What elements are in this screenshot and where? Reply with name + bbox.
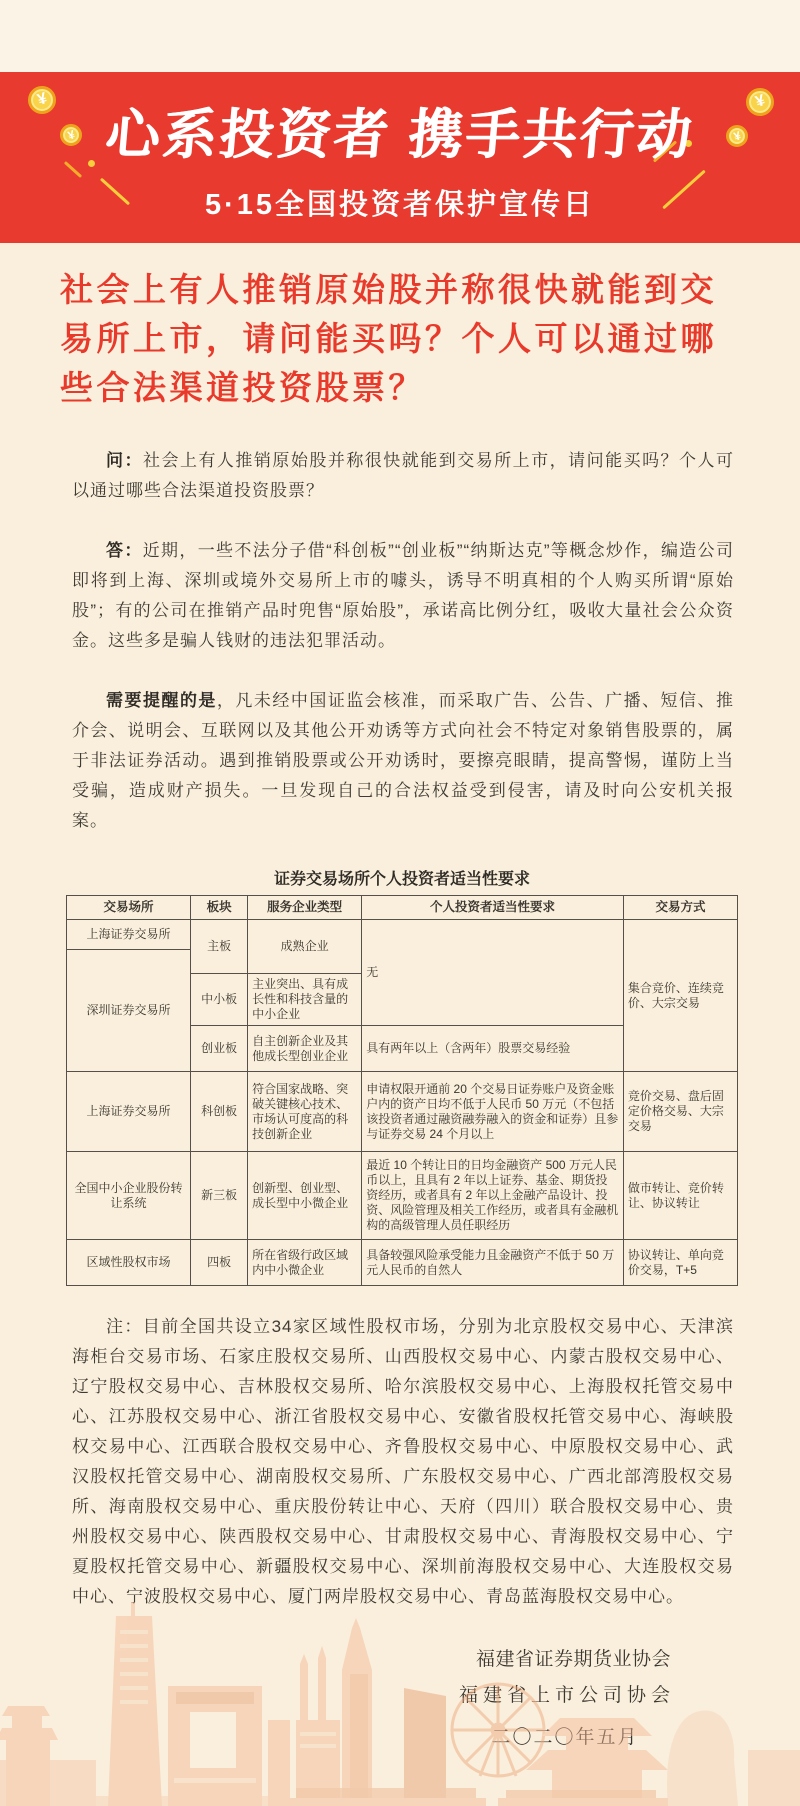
col-header-board: 板块 <box>191 896 248 920</box>
cell-neeq: 全国中小企业股份转让系统 <box>67 1152 191 1240</box>
cell-chinext-board: 创业板 <box>191 1026 248 1072</box>
cell-sse-1: 上海证券交易所 <box>67 920 191 950</box>
col-header-trade: 交易方式 <box>623 896 737 920</box>
banner-title: 心系投资者 携手共行动 <box>102 105 697 165</box>
col-header-type: 服务企业类型 <box>248 896 362 920</box>
signature-org2: 福建省上市公司协会 <box>459 1685 671 1706</box>
cell-chinext-type: 自主创新企业及其他成长型创业企业 <box>248 1026 362 1072</box>
cell-regional-type: 所在省级行政区域内中小微企业 <box>248 1240 362 1286</box>
cell-sme-board: 中小板 <box>191 974 248 1026</box>
note-paragraph <box>72 1312 734 1612</box>
cell-chinext-req: 具有两年以上（含两年）股票交易经验 <box>362 1026 624 1072</box>
note-text: 目前全国共设立34家区域性股权市场，分别为北京股权交易中心、天津滨海柜台交易市场、石家庄股权交易所、山西股权交易中心、内蒙古股权交易中心、辽宁股权交易中心、吉林股权交易所、哈尔滨股权交易中心、上海股权托管交易中心、江苏股权交易中心、浙江省股权交易中心、安徽省股权托管交易中心、海峡股权交易中心、江西联合股权交易中心、齐鲁股权交易中心、中原股权交易中心、武汉股权托管交易中心、湖南股权交易所、广东股权交易中心、广西北部湾股权交易所、海南股权交易中心、重庆股份转让中心、天府（四川）联合股权交易中心、贵州股权交易中心、陕西股权交易中心、甘肃股权交易中心、青海股权交易中心、宁夏股权托管交易中心、新疆股权交易中心、深圳前海股权交易中心、大连股权交易中心、宁波股权交易中心、厦门两岸股权交易中心、青岛蓝海股权交易中心。 <box>72 1317 734 1606</box>
cell-neeq-trade: 做市转让、竞价转让、协议转让 <box>623 1152 737 1240</box>
cell-regional-trade: 协议转让、单向竞价交易，T+5 <box>623 1240 737 1286</box>
cell-szse: 深圳证券交易所 <box>67 950 191 1072</box>
answer-paragraph <box>72 536 734 656</box>
banner <box>0 72 800 243</box>
table-header-row <box>67 896 738 920</box>
question-label: 问： <box>106 451 143 470</box>
cell-star-board: 科创板 <box>191 1072 248 1152</box>
coin-symbol: ¥ <box>65 127 77 143</box>
table-title: 证券交易场所个人投资者适当性要求 <box>273 871 530 888</box>
question-text: 社会上有人推销原始股并称很快就能到交易所上市，请问能买吗？个人可以通过哪些合法渠道投资股票？ <box>72 451 735 500</box>
col-header-venue: 交易场所 <box>67 896 191 920</box>
reminder-text: ，凡未经中国证监会核准，而采取广告、公告、广播、短信、推介会、说明会、互联网以及其他公开劝诱等方式向社会不特定对象销售股票的，属于非法证券活动。遇到推销股票或公开劝诱时，要擦亮眼睛，提高警惕，谨防上当受骗，造成财产损失。一旦发现自己的合法权益受到侵害，请及时向公安机关报案。 <box>72 691 735 830</box>
cell-star-type: 符合国家战略、突破关键核心技术、市场认可度高的科技创新企业 <box>248 1072 362 1152</box>
note-label: 注： <box>106 1317 143 1336</box>
cell-regional-req: 具备较强风险承受能力且金融资产不低于 50 万元人民币的自然人 <box>362 1240 624 1286</box>
question-heading: 社会上有人推销原始股并称很快就能到交易所上市，请问能买吗？个人可以通过哪些合法渠道投资股票？ <box>60 271 717 406</box>
top-cream-strip <box>0 0 800 72</box>
cell-regional: 区域性股权市场 <box>67 1240 191 1286</box>
cell-regional-board: 四板 <box>191 1240 248 1286</box>
reminder-paragraph <box>72 686 734 836</box>
reminder-label: 需要提醒的是 <box>106 691 217 710</box>
banner-subtitle: 5·15全国投资者保护宣传日 <box>204 189 596 221</box>
coin-symbol: ¥ <box>34 90 49 109</box>
cell-neeq-req: 最近 10 个转让日的日均金融资产 500 万元人民币以上，且具有 2 年以上证券、基金、期货投资经历，或者具有 2 年以上金融产品设计、投资、风险管理及相关工作经历，或者具有金融机构的高级管理人员任职经历 <box>362 1152 624 1240</box>
signature-date: 二〇二〇年五月 <box>491 1727 639 1748</box>
signature-block <box>459 1642 671 1756</box>
col-header-req: 个人投资者适当性要求 <box>362 896 624 920</box>
answer-text: 近期，一些不法分子借“科创板”“创业板”“纳斯达克”等概念炒作，编造公司即将到上海、深圳或境外交易所上市的噱头，诱导不明真相的个人购买所谓“原始股”；有的公司在推销产品时兜售“原始股”，承诺高比例分红，吸收大量社会公众资金。这些多是骗人钱财的违法犯罪活动。 <box>72 541 734 650</box>
table-row <box>67 1152 738 1240</box>
coin-symbol: ¥ <box>731 128 743 144</box>
suitability-table <box>66 895 738 1286</box>
cell-neeq-board: 新三板 <box>191 1152 248 1240</box>
question-paragraph <box>72 446 734 506</box>
cell-sse-2: 上海证券交易所 <box>67 1072 191 1152</box>
table-row <box>67 1240 738 1286</box>
coin-symbol: ¥ <box>752 92 767 111</box>
cell-star-req: 申请权限开通前 20 个交易日证券账户及资金账户内的资产日均不低于人民币 50 万元（不包括该投资者通过融资融券融入的资金和证券）且参与证券交易 24 个月以上 <box>362 1072 624 1152</box>
cell-neeq-type: 创新型、创业型、成长型中小微企业 <box>248 1152 362 1240</box>
signature-org1: 福建省证券期货业协会 <box>475 1649 671 1670</box>
cell-auction-trade: 集合竞价、连续竞价、大宗交易 <box>623 920 737 1072</box>
cell-main-board: 主板 <box>191 920 248 974</box>
cell-none-req: 无 <box>362 920 624 1026</box>
answer-label: 答： <box>106 541 143 560</box>
cell-sme-type: 主业突出、具有成长性和科技含量的中小企业 <box>248 974 362 1026</box>
table-row <box>67 920 738 950</box>
content <box>0 243 800 1756</box>
table-row <box>67 1072 738 1152</box>
cell-mature-type: 成熟企业 <box>248 920 362 974</box>
cell-star-trade: 竞价交易、盘后固定价格交易、大宗交易 <box>623 1072 737 1152</box>
